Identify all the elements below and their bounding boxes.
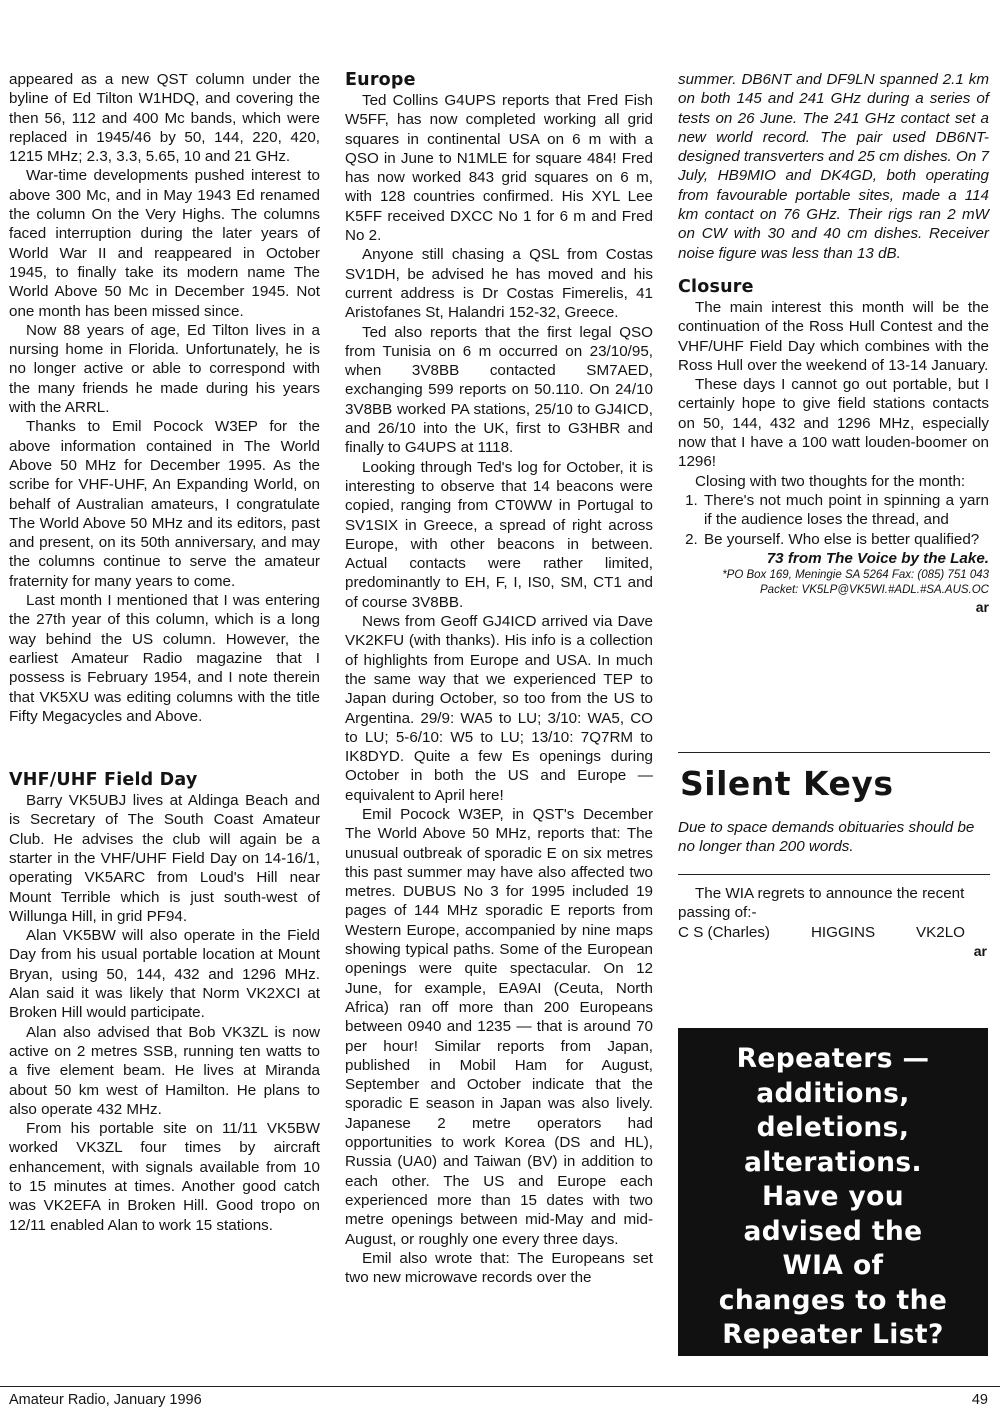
col2-paragraph-4: Looking through Ted's log for October, it is interesting to observe that 14 beacons were copied, ranging from CT0WW in Portugal to SV1SIX in Greece, a spread of right across Europe, with other beacons in between. Actual contacts were rather limited, predominantly to EH, F, I, IS0, SM, CT1 and of course 3V8BB.: [345, 458, 653, 611]
advert-line: Repeater List?: [722, 1319, 944, 1350]
advert-line: changes to the: [718, 1284, 948, 1316]
col2-paragraph-7: Emil also wrote that: The Europeans set two new microwave records over the: [345, 1249, 653, 1287]
address-line-2: Packet: VK5LP@VK5WI.#ADL.#SA.AUS.OC: [760, 584, 989, 597]
col1-paragraph-2: War-time developments pushed interest to above 300 Mc, and in May 1943 Ed renamed the column On the Very Highs. The columns faced interruption during the later years of World War II and reappeared in October 1945, to finally take its modern name The World Above 50 Mc in December 1945. Not one month has been missed since.: [9, 167, 320, 320]
section-divider: [678, 752, 990, 753]
signoff: 73 from The Voice by the Lake.: [766, 549, 989, 567]
advert-line: advised the: [743, 1215, 923, 1247]
closing-thoughts-list: [678, 491, 989, 549]
advert-line: Have you: [761, 1181, 905, 1212]
col1-paragraph-1: appeared as a new QST column under the byline of Ed Tilton W1HDQ, and covering the then 56, 112 and 400 Mc bands, which were replaced in 1945/46 by 50, 144, 220, 420, 1215 MHz; 2.3, 3.3, 5.65, 10 and 21 GHz.: [9, 71, 320, 166]
column-2: [345, 70, 653, 1287]
col1-paragraph-9: From his portable site on 11/11 VK5BW worked VK3ZL four times by aircraft enhancement, with signals available from 10 to 15 minutes at times. Another good catch was VK2EFA in Broken Hill. Good tropo on 12/11 enabled Alan to work 15 stations.: [9, 1120, 320, 1234]
deceased-name: C S (Charles): [678, 923, 770, 941]
col3-paragraph-3: These days I cannot go out portable, but I certainly hope to give field stations contacts on 50, 144, 432 and 1296 MHz, especially now that I have a 100 watt louden-boomer on 1296!: [678, 376, 989, 471]
deceased-callsign: VK2LO: [916, 923, 965, 941]
column-1: [9, 70, 320, 1235]
col3-paragraph-2: The main interest this month will be the continuation of the Ross Hull Contest and the VHF/UHF Field Day which combines with the Ross Hull over the weekend of 13-14 January.: [678, 298, 989, 374]
closure-heading: Closure: [678, 276, 754, 297]
list-item: 2. Be yourself. Who else is better qualified?: [702, 530, 989, 549]
obituary-intro: The WIA regrets to announce the recent passing of:-: [678, 885, 965, 922]
col2-paragraph-6: Emil Pocock W3EP, in QST's December The World Above 50 MHz, reports that: The unusual outbreak of sporadic E on six metres this past summer may have also affected two metres. DUBUS No 3 for 1995 included 19 pages of 144 MHz sporadic E reports from Western Europe, accompanied by nine maps showing typical paths. Some of the European openings were quite spectacular. On 12 June, for example, EA9AI (Ceuta, North Africa) ran off more than 200 Europeans between 0940 and 1235 — that is around 70 per hour! Similar reports from Japan, published in Mobil Ham for August, September and October indicate that the sporadic E season in Japan was also lively. Japanese 2 metre operators had opportunities to work Korea (DS and HL), Russia (UA0) and Taiwan (BV) in addition to each other. The US and Europe each experienced more than 15 dates with two metre openings between mid-May and mid-August, or roughly one every three days.: [345, 805, 653, 1248]
field-day-heading: VHF/UHF Field Day: [9, 770, 198, 791]
col2-paragraph-5: News from Geoff GJ4ICD arrived via Dave VK2KFU (with thanks). His info is a collection of highlights from Europe and USA. In much the same way that we experienced TEP to Japan during October, so too from the US to Argentina. 29/9: WA5 to LU; 3/10: WA5, CO to LU; 5-6/10: W5 to LU; 13/10: 7Q7RM to IK8DYD. Quite a few Es openings during October in both the US and Europe — equivalent to April here!: [345, 613, 653, 804]
advert-line: alterations.: [743, 1146, 923, 1178]
col1-paragraph-7: Alan VK5BW will also operate in the Field Day from his usual portable location at Mount Bryan, using 50, 144, 432 and 1296 MHz. Alan said it was likely that Norm VK2XCI at Broken Hill would participate.: [9, 927, 320, 1022]
address-line-1: *PO Box 169, Meningie SA 5264 Fax: (085) 751 043: [722, 569, 989, 582]
advert-line: additions,: [756, 1077, 910, 1109]
publication-name: Amateur Radio, January 1996: [9, 1392, 202, 1408]
col3-paragraph-1: summer. DB6NT and DF9LN spanned 2.1 km on both 145 and 241 GHz during a series of tests on 26 June. The 241 GHz contact set a new world record. The pair used DB6NT-designed transverters and 25 cm dishes. On 7 July, HB9MIO and DK4GD, both operating from favourable portable sites, made a 114 km contact on 76 GHz. Their rigs ran 2 mW on CW with 30 and 40 cm dishes. Receiver noise figure was less than 13 dB.: [678, 71, 989, 262]
advert-line: WIA of: [782, 1250, 884, 1281]
end-mark: ar: [975, 599, 989, 616]
page-number: 49: [971, 1392, 988, 1408]
silent-keys-note: Due to space demands obituaries should be no longer than 200 words.: [678, 819, 975, 856]
europe-heading: Europe: [345, 70, 416, 90]
col2-paragraph-1: Ted Collins G4UPS reports that Fred Fish W5FF, has now completed working all grid squares in continental USA on 6 m with a QSO in June to N1MLE for square 484! Fred has now worked 843 grid squares on 6 m, with 128 countries confirmed. His XYL Lee K5FF received DXCC No 1 for 6 m and Fred No 2.: [345, 92, 653, 245]
list-item: 1. There's not much point in spinning a yarn if the audience loses the thread, and: [702, 491, 989, 530]
col1-paragraph-3: Now 88 years of age, Ed Tilton lives in a nursing home in Florida. Unfortunately, he is no longer active or able to correspond with the many friends he made during his years with the ARRL.: [9, 321, 320, 417]
col1-paragraph-4: Thanks to Emil Pocock W3EP for the above information contained in The World Above 50 MHz for December 1995. As the scribe for VHF-UHF, An Expanding World, on behalf of Australian amateurs, I congratulate The World Above 50 MHz and its editors, past and present, on its 50th anniversary, and may the columns continue to serve the amateur fraternity for many years to come.: [9, 418, 320, 590]
col1-paragraph-8: Alan also advised that Bob VK3ZL is now active on 2 metres SSB, running ten watts to a five element beam. He lives at Miranda about 50 km west of Hamilton. He plans to also operate 432 MHz.: [9, 1023, 320, 1118]
column-3: [678, 70, 989, 616]
footer-rule: [0, 1386, 1000, 1387]
section-divider: [678, 874, 990, 875]
deceased-surname: HIGGINS: [810, 923, 876, 941]
deceased-entry: [678, 923, 989, 942]
obituary-notice: [678, 884, 989, 960]
col2-paragraph-3: Ted also reports that the first legal QSO from Tunisia on 6 m occurred on 23/10/95, when 3V8BB contacted SM7AED, exchanging 599 reports on 50.110. On 24/10 3V8BB worked PA stations, 25/10 to GJ4ICD, and 26/10 into the UK, first to G3HBR and finally to G4UPS at 1118.: [345, 323, 653, 457]
advert-line: deletions,: [756, 1112, 910, 1143]
col1-paragraph-5: Last month I mentioned that I was entering the 27th year of this column, which is a long way behind the US column. However, the earliest Amateur Radio magazine that I possess is February 1954, and I note therein that VK5XU was editing columns with the title Fifty Megacycles and Above.: [9, 592, 320, 725]
col1-paragraph-6: Barry VK5UBJ lives at Aldinga Beach and is Secretary of The South Coast Amateur Club. He advises the club will again be a starter in the VHF/UHF Field Day on 14-16/1, operating VK5ARC from Loud's Hill near Mount Terrible which is just south-west of Willunga Hill, in grid PF94.: [9, 792, 320, 925]
col2-paragraph-2: Anyone still chasing a QSL from Costas SV1DH, be advised he has moved and his current address is Dr Costas Fimerelis, 41 Aristofanes St, Halandri 152-32, Greece.: [345, 246, 653, 322]
col3-paragraph-4: Closing with two thoughts for the month:: [695, 472, 966, 490]
silent-keys-title: Silent Keys: [680, 764, 894, 803]
advert-line: Repeaters —: [736, 1043, 930, 1074]
repeater-list-advert: [678, 1028, 988, 1356]
end-mark: ar: [973, 942, 987, 959]
